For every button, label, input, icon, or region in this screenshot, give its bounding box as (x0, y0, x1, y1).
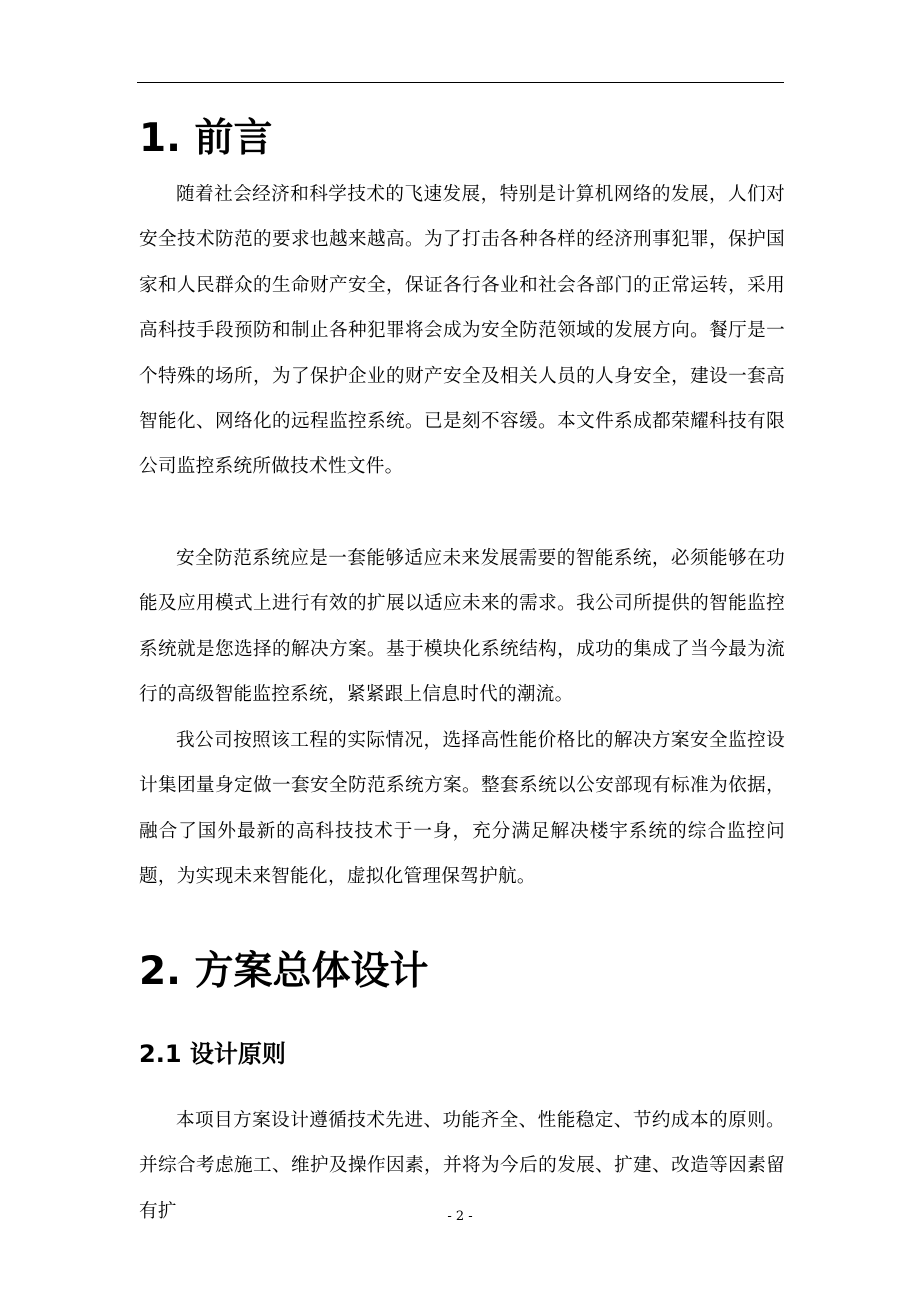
header-rule (137, 82, 784, 83)
section-1-paragraph-2: 安全防范系统应是一套能够适应未来发展需要的智能系统，必须能够在功能及应用模式上进行有效的扩展以适应未来的需求。我公司所提供的智能监控系统就是您选择的解决方案。基于模块化系统结构，成功的集成了当今最为流行的高级智能监控系统，紧紧跟上信息时代的潮流。 (139, 548, 785, 706)
section-1-heading: 1. 前言 (139, 116, 273, 161)
section-1-paragraph-3: 我公司按照该工程的实际情况，选择高性能价格比的解决方案安全监控设计集团量身定做一套安全防范系统方案。整套系统以公安部现有标准为依据，融合了国外最新的高科技技术于一身，充分满足解决楼宇系统的综合监控问题，为实现未来智能化，虚拟化管理保驾护航。 (139, 730, 785, 888)
section-2-1-heading: 2.1 设计原则 (139, 1040, 286, 1068)
section-2-1-paragraph: 本项目方案设计遵循技术先进、功能齐全、性能稳定、节约成本的原则。并综合考虑施工、维护及操作因素，并将为今后的发展、扩建、改造等因素留有扩 (139, 1110, 785, 1222)
section-1-paragraph-1: 随着社会经济和科学技术的飞速发展，特别是计算机网络的发展，人们对安全技术防范的要求也越来越高。为了打击各种各样的经济刑事犯罪，保护国家和人民群众的生命财产安全，保证各行各业和社会各部门的正常运转，采用高科技手段预防和制止各种犯罪将会成为安全防范领域的发展方向。餐厅是一个特殊的场所，为了保护企业的财产安全及相关人员的人身安全，建设一套高智能化、网络化的远程监控系统。已是刻不容缓。本文件系成都荣耀科技有限公司监控系统所做技术性文件。 (139, 184, 785, 478)
section-2-heading: 2. 方案总体设计 (139, 949, 429, 994)
page-number: - 2 - (447, 1209, 473, 1224)
